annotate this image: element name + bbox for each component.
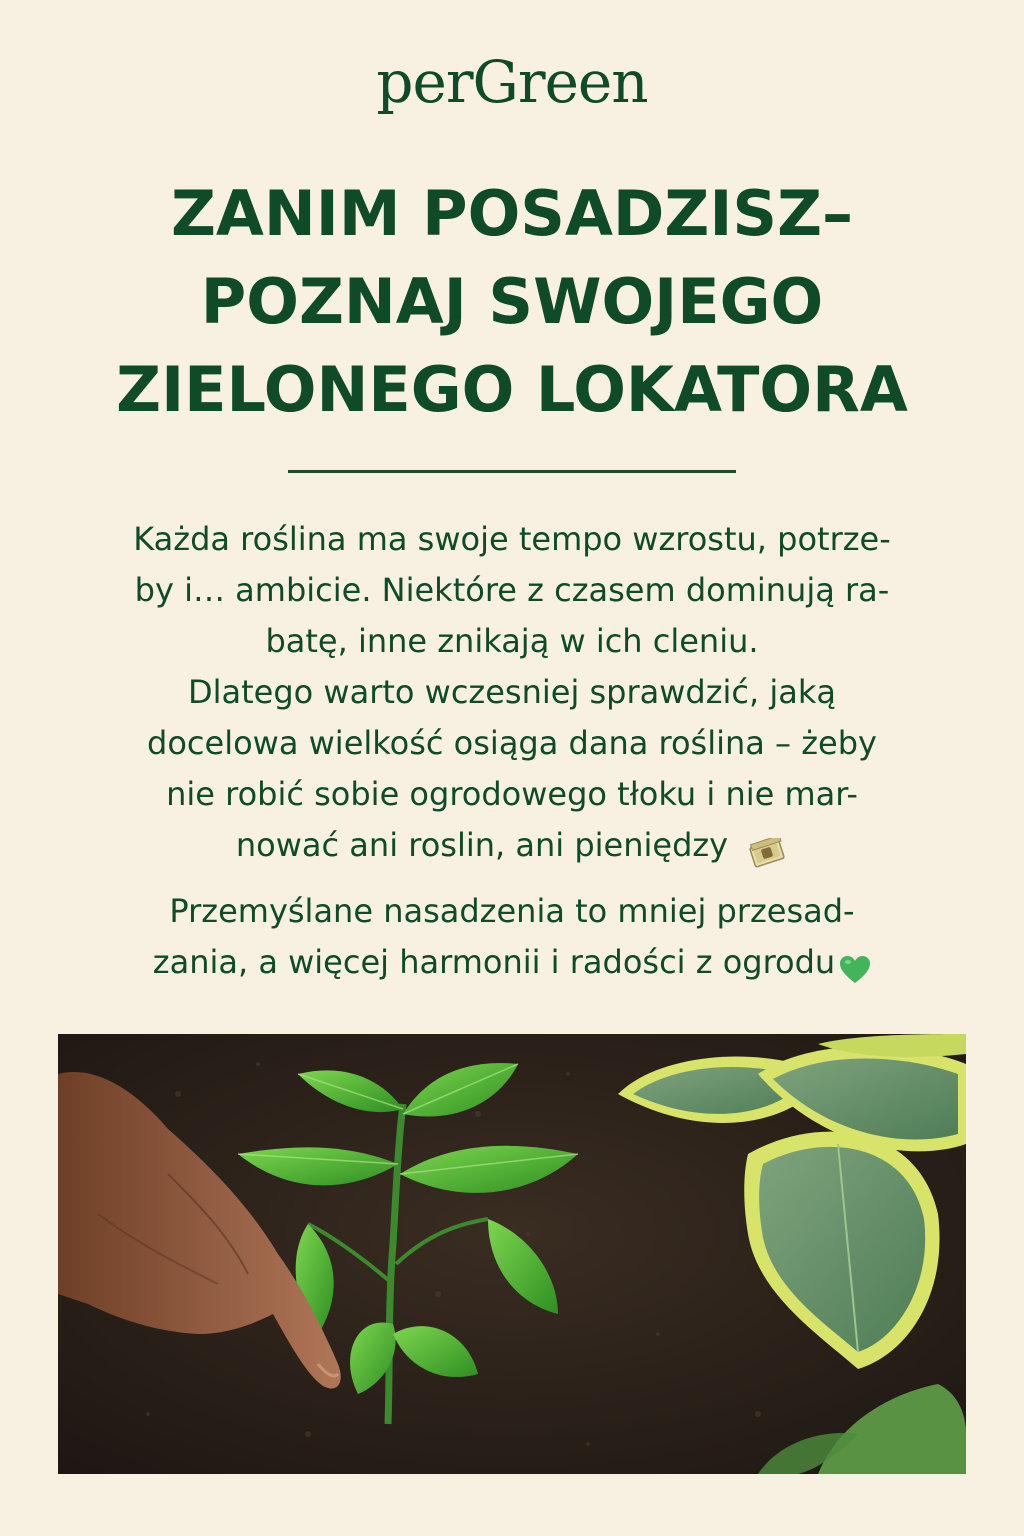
paragraph-line: by i… ambicie. Niektóre z czasem dominują ra- bbox=[134, 571, 890, 609]
page-headline bbox=[0, 170, 1024, 434]
divider bbox=[288, 470, 736, 473]
paragraph-line: batę, inne znikają w ich cleniu. bbox=[265, 622, 759, 660]
headline-line-3: ZIELONEGO LOKATORA bbox=[116, 353, 908, 426]
green-heart-icon bbox=[839, 949, 871, 979]
paragraph-line-last bbox=[40, 937, 984, 988]
paragraph-line: Dlatego warto wczesniej sprawdzić, jaką bbox=[187, 673, 836, 711]
paragraph-line-last bbox=[40, 820, 984, 871]
brand-logo: perGreen bbox=[376, 48, 648, 116]
hand-planting-seedling-image bbox=[58, 1034, 966, 1474]
paragraph-line: nie robić sobie ogrodowego tłoku i nie mar- bbox=[166, 775, 858, 813]
money-icon bbox=[746, 832, 788, 862]
paragraph-line-text: zania, a więcej harmonii i radości z ogrodu bbox=[152, 943, 836, 981]
paragraph-line: docelowa wielkość osiąga dana roślina – żeby bbox=[147, 724, 877, 762]
headline-line-1: ZANIM POSADZISZ– bbox=[170, 177, 854, 250]
closing-paragraph bbox=[40, 886, 984, 988]
headline-line-2: POZNAJ SWOJEGO bbox=[200, 265, 824, 338]
paragraph-line: Każda roślina ma swoje tempo wzrostu, potrze- bbox=[133, 520, 891, 558]
paragraph-line: Przemyślane nasadzenia to mniej przesad- bbox=[169, 892, 855, 930]
intro-paragraph bbox=[40, 514, 984, 871]
paragraph-line-text: nować ani roslin, ani pieniędzy bbox=[235, 826, 729, 864]
